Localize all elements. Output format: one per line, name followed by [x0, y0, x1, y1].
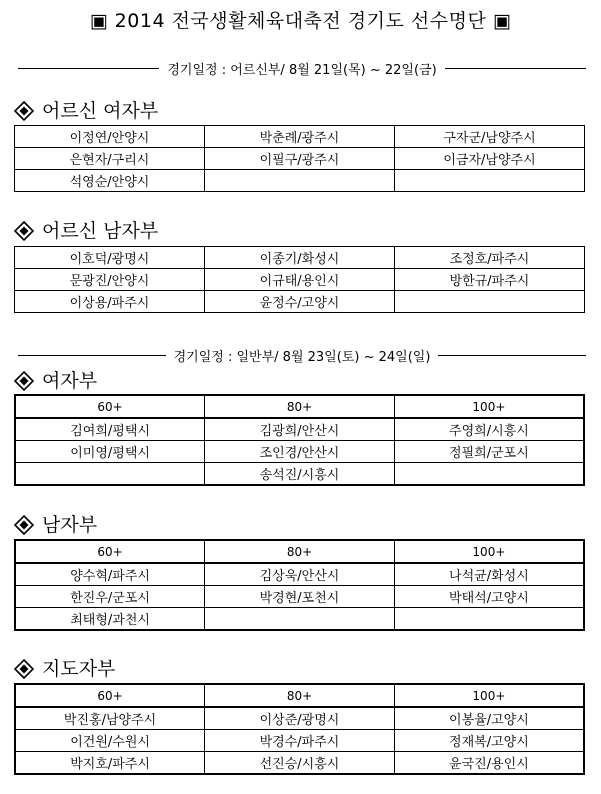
- table-row: [15, 752, 584, 775]
- column-header: 60+: [15, 395, 205, 418]
- athlete-cell: 윤국진/용인시: [394, 752, 584, 775]
- section-title-label: 남자부: [42, 514, 98, 536]
- roster-table: [14, 539, 585, 631]
- table-row: [15, 291, 585, 313]
- schedule-general: [18, 346, 586, 364]
- athlete-cell: 이호덕/광명시: [15, 247, 205, 269]
- athlete-cell: 박경현/포천시: [205, 586, 395, 608]
- athlete-cell: 한진우/군포시: [15, 586, 205, 608]
- athlete-cell: 이종기/화성시: [205, 247, 395, 269]
- athlete-cell: 박진홍/남양주시: [15, 707, 205, 730]
- athlete-cell: 이상용/파주시: [15, 291, 205, 313]
- schedule-elder: [18, 59, 586, 77]
- section-title: [14, 370, 97, 392]
- column-header: 100+: [394, 684, 584, 707]
- athlete-cell: 윤정수/고양시: [205, 291, 395, 313]
- athlete-cell: 김상욱/안산시: [205, 563, 395, 586]
- section-title-label: 어르신 여자부: [42, 100, 159, 122]
- athlete-cell: 나석균/화성시: [394, 563, 584, 586]
- athlete-cell: [395, 170, 585, 192]
- athlete-cell: 김여희/평택시: [15, 418, 205, 441]
- athlete-cell: 이미영/평택시: [15, 441, 205, 463]
- table-row: [15, 441, 584, 463]
- athlete-cell: [395, 291, 585, 313]
- section-title: [14, 514, 97, 536]
- athlete-cell: 최태형/과천시: [15, 608, 205, 631]
- athlete-cell: 정필희/군포시: [394, 441, 584, 463]
- athlete-cell: [205, 170, 395, 192]
- athlete-cell: 박경수/파주시: [205, 730, 395, 752]
- athlete-cell: 석영순/안양시: [15, 170, 205, 192]
- column-header: 100+: [394, 395, 584, 418]
- section-title: [14, 658, 115, 680]
- athlete-cell: 문광진/안양시: [15, 269, 205, 291]
- athlete-cell: 조정호/파주시: [395, 247, 585, 269]
- athlete-cell: 주영희/시흥시: [394, 418, 584, 441]
- athlete-cell: 이규태/용인시: [205, 269, 395, 291]
- athlete-cell: 이봉율/고양시: [394, 707, 584, 730]
- column-header: 60+: [15, 684, 205, 707]
- athlete-cell: 은현자/구리시: [15, 148, 205, 170]
- athlete-cell: 박태석/고양시: [394, 586, 584, 608]
- athlete-cell: 김광희/안산시: [205, 418, 395, 441]
- roster-table: [14, 125, 585, 192]
- athlete-cell: 이건원/수원시: [15, 730, 205, 752]
- section-title-label: 어르신 남자부: [42, 220, 159, 242]
- diamond-in-diamond-icon: [14, 221, 34, 241]
- athlete-cell: 방한규/파주시: [395, 269, 585, 291]
- column-header: 80+: [205, 540, 395, 563]
- column-header: 100+: [394, 540, 584, 563]
- athlete-cell: 이필구/광주시: [205, 148, 395, 170]
- athlete-cell: [205, 608, 395, 631]
- diamond-in-diamond-icon: [14, 515, 34, 535]
- athlete-cell: 박춘례/광주시: [205, 126, 395, 148]
- roster-table: [14, 246, 585, 313]
- roster-table: [14, 683, 585, 775]
- table-row: [15, 586, 584, 608]
- athlete-cell: 양수혁/파주시: [15, 563, 205, 586]
- column-header: 80+: [205, 684, 395, 707]
- athlete-cell: 정재복/고양시: [394, 730, 584, 752]
- athlete-cell: [394, 608, 584, 631]
- table-row: [15, 170, 585, 192]
- table-row: [15, 418, 584, 441]
- athlete-cell: 이상준/광명시: [205, 707, 395, 730]
- diamond-in-diamond-icon: [14, 101, 34, 121]
- table-row: [15, 563, 584, 586]
- athlete-cell: [394, 463, 584, 486]
- page-title: ▣ 2014 전국생활체육대축전 경기도 선수명단 ▣: [89, 10, 512, 32]
- divider-line: [18, 68, 159, 69]
- divider-line: [18, 355, 166, 356]
- section-title-label: 여자부: [42, 370, 98, 392]
- roster-table: [14, 394, 585, 486]
- table-row: [15, 126, 585, 148]
- divider-line: [438, 355, 586, 356]
- table-row: [15, 463, 584, 486]
- column-header: 80+: [205, 395, 395, 418]
- athlete-cell: [15, 463, 205, 486]
- section-title-label: 지도자부: [42, 658, 116, 680]
- divider-line: [445, 68, 586, 69]
- table-row: [15, 269, 585, 291]
- section-title: [14, 220, 158, 242]
- table-row: [15, 730, 584, 752]
- athlete-cell: 박지호/파주시: [15, 752, 205, 775]
- schedule-text: 경기일정 : 일반부/ 8월 23일(토) ~ 24일(일): [173, 349, 431, 365]
- athlete-cell: 이정연/안양시: [15, 126, 205, 148]
- section-title: [14, 100, 158, 122]
- table-row: [15, 608, 584, 631]
- schedule-text: 경기일정 : 어르신부/ 8월 21일(목) ~ 22일(금): [167, 62, 437, 78]
- athlete-cell: 선진승/시흥시: [205, 752, 395, 775]
- column-header: 60+: [15, 540, 205, 563]
- athlete-cell: 이금자/남양주시: [395, 148, 585, 170]
- athlete-cell: 송석진/시흥시: [205, 463, 395, 486]
- diamond-in-diamond-icon: [14, 371, 34, 391]
- athlete-cell: 구자군/남양주시: [395, 126, 585, 148]
- diamond-in-diamond-icon: [14, 659, 34, 679]
- table-row: [15, 148, 585, 170]
- table-row: [15, 247, 585, 269]
- table-row: [15, 707, 584, 730]
- athlete-cell: 조인경/안산시: [205, 441, 395, 463]
